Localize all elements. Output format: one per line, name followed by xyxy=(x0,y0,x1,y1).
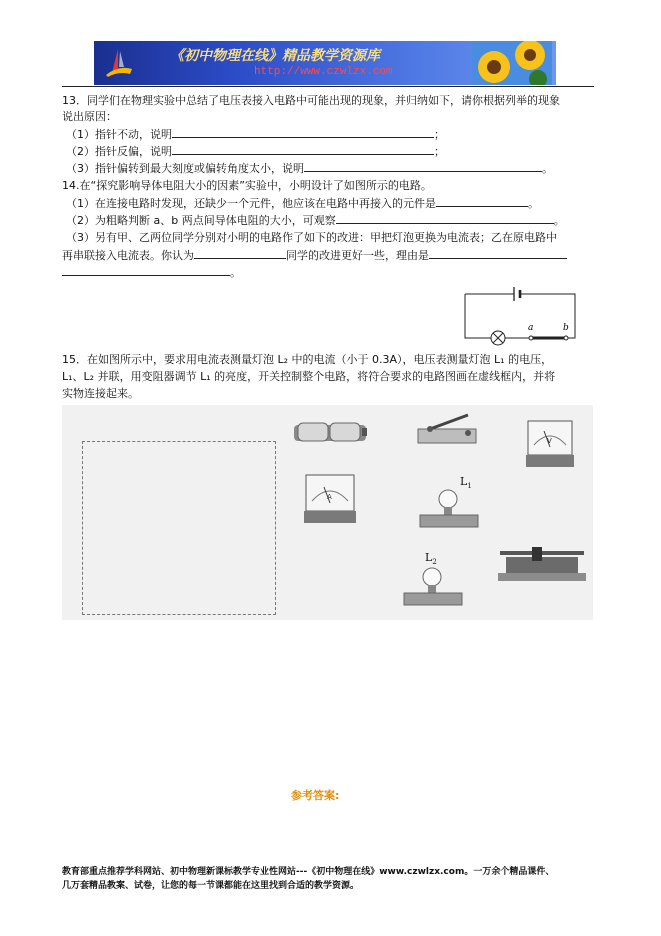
q13-item-3-text: （3）指针偏转到最大刻度或偏转角度太小，说明 xyxy=(66,162,304,175)
banner-title: 《初中物理在线》精品教学资源库 xyxy=(170,48,380,64)
q14-part-1 xyxy=(66,196,539,211)
q14-part-3a: （3）另有甲、乙两位同学分别对小明的电路作了如下的改进：甲把灯泡更换为电流表；乙在原电路中 xyxy=(66,231,557,244)
q15-line1: 15．在如图所示中，要求用电流表测量灯泡 L₂ 中的电流（小于 0.3A），电压表测量灯泡 L₁ 的电压， xyxy=(62,353,553,366)
q13-item-2 xyxy=(66,144,445,159)
q14-part-1-text: （1）在连接电路时发现，还缺少一个元件，他应该在电路中再接入的元件是 xyxy=(66,197,436,210)
answer-blank[interactable] xyxy=(336,213,554,224)
answer-blank[interactable] xyxy=(429,248,567,259)
svg-text:V: V xyxy=(547,437,552,445)
q13-item-1-text: （1）指针不动，说明 xyxy=(66,128,172,141)
q14-intro: 14.在“探究影响导体电阻大小的因素”实验中，小明设计了如图所示的电路。 xyxy=(62,179,432,192)
circuit-drawing-box[interactable] xyxy=(82,441,276,615)
lamp-l1-label: $L_1$ xyxy=(460,475,472,491)
q14-part-2 xyxy=(66,213,565,228)
terminal-a-label: a xyxy=(528,323,534,333)
header-banner xyxy=(94,41,556,85)
q13-item-3-end: 。 xyxy=(542,162,553,175)
q15-apparatus-figure xyxy=(62,405,593,620)
banner-url: http://www.czwlzx.com xyxy=(254,66,393,78)
rheostat-icon xyxy=(496,545,588,585)
q13-intro-line1: 13．同学们在物理实验中总结了电压表接入电路中可能出现的现象，并归纳如下，请你根据列举的现象 xyxy=(62,94,560,107)
q14-part-2-text: （2）为粗略判断 a、b 两点间导体电阻的大小，可观察 xyxy=(66,214,336,227)
q14-part-1-end: 。 xyxy=(528,197,539,210)
q13-item-3 xyxy=(66,161,553,176)
q14-part-3-end: 。 xyxy=(230,266,241,279)
answer-blank[interactable] xyxy=(172,127,434,138)
q13-item-1-end: ； xyxy=(434,128,445,141)
site-logo-icon xyxy=(102,47,136,79)
terminal-a-icon xyxy=(529,336,533,340)
lamp-l2-icon xyxy=(402,559,464,609)
q14-part-2-end: 。 xyxy=(553,214,565,227)
q13-item-1 xyxy=(66,127,445,142)
answer-blank[interactable] xyxy=(436,196,528,207)
voltmeter-icon xyxy=(524,419,576,469)
answer-blank[interactable] xyxy=(62,265,230,276)
terminal-b-label: b xyxy=(563,323,569,333)
q14-part-3c-text: 同学的改进更好一些，理由是 xyxy=(286,249,429,262)
ammeter-icon xyxy=(302,473,358,525)
answer-blank[interactable] xyxy=(172,144,434,155)
q13-item-2-text: （2）指针反偏，说明 xyxy=(66,145,172,158)
footer-line1: 教育部重点推荐学科网站、初中物理新课标教学专业性网站---《初中物理在线》www.czwlzx.com。一万余个精品课件、 xyxy=(62,867,555,877)
header-rule xyxy=(62,86,594,87)
answer-blank[interactable] xyxy=(304,161,542,172)
q14-circuit-diagram xyxy=(462,284,580,346)
answer-blank[interactable] xyxy=(194,248,286,259)
battery-icon xyxy=(292,415,370,447)
q13-intro-line2: 说出原因： xyxy=(62,110,117,123)
q15-line2: L₁、L₂ 并联，用变阻器调节 L₁ 的亮度，开关控制整个电路，将符合要求的电路图画在虚线框内，并将 xyxy=(62,370,556,383)
q14-part-3-cont xyxy=(62,265,241,280)
footer-line2: 几万套精品教案、试卷，让您的每一节课都能在这里找到合适的教学资源。 xyxy=(62,881,360,891)
terminal-b-icon xyxy=(564,336,568,340)
switch-icon xyxy=(416,411,478,445)
q15-line3: 实物连接起来。 xyxy=(62,387,139,400)
q14-part-3b xyxy=(62,248,567,263)
svg-text:A: A xyxy=(327,493,332,501)
q14-part-3b-text: 再串联接入电流表。你认为 xyxy=(62,249,194,262)
sunflower-icon xyxy=(472,41,552,85)
q13-item-2-end: ； xyxy=(434,145,445,158)
answer-heading: 参考答案: xyxy=(291,789,340,802)
lamp-l2-label: $L_2$ xyxy=(425,551,437,567)
